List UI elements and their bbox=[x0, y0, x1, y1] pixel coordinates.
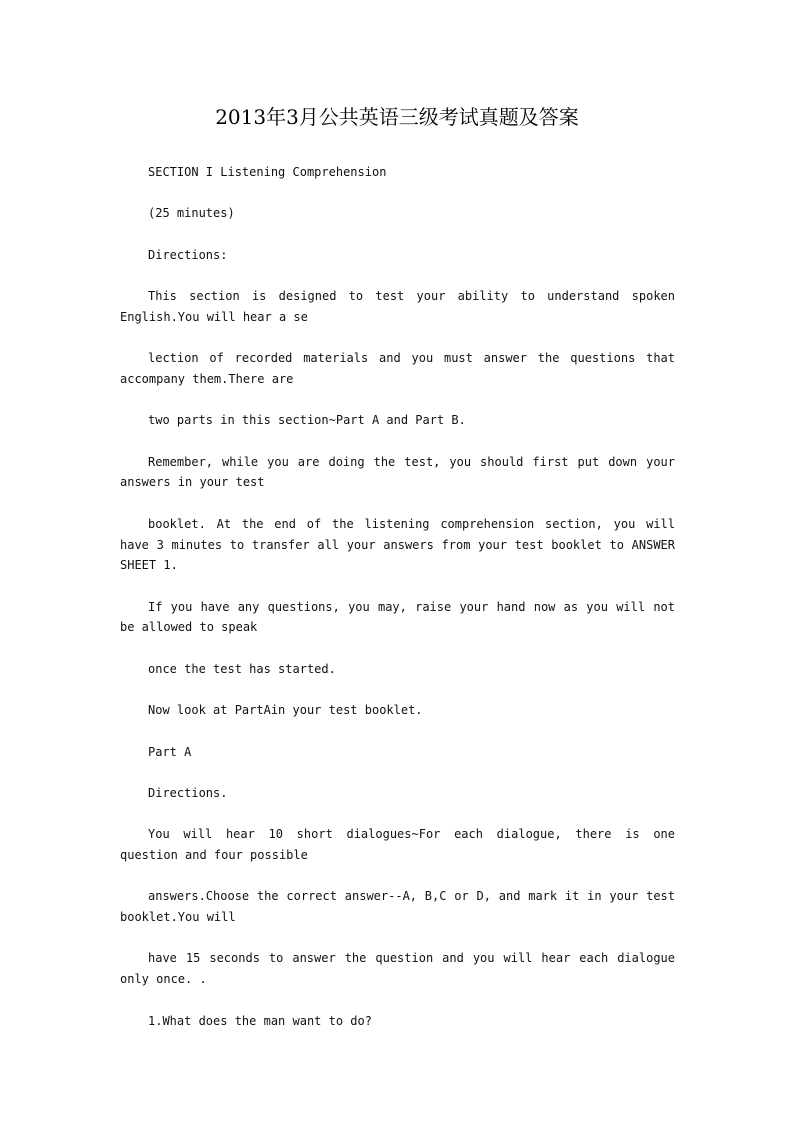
paragraph: If you have any questions, you may, raise your hand now as you will not be allowed to speak bbox=[120, 599, 675, 635]
time-limit: (25 minutes) bbox=[148, 206, 235, 221]
paragraph: Remember, while you are doing the test, you should first put down your answers in your test bbox=[120, 454, 675, 490]
directions-label: Directions: bbox=[148, 247, 228, 262]
directions-label: Directions. bbox=[148, 785, 228, 800]
paragraph: two parts in this section~Part A and Part B. bbox=[148, 413, 466, 428]
paragraph: once the test has started. bbox=[148, 661, 336, 676]
paragraph: answers.Choose the correct answer--A, B,C or D, and mark it in your test booklet.You will bbox=[120, 889, 675, 925]
document-body bbox=[120, 162, 675, 1052]
paragraph: Now look at PartAin your test booklet. bbox=[148, 703, 423, 718]
paragraph: have 15 seconds to answer the question and you will hear each dialogue only once. . bbox=[120, 951, 675, 987]
paragraph: You will hear 10 short dialogues~For each dialogue, there is one question and four possible bbox=[120, 827, 675, 862]
part-heading: Part A bbox=[148, 744, 192, 759]
document-title: 2013年3月公共英语三级考试真题及答案 bbox=[215, 105, 579, 129]
paragraph: This section is designed to test your ability to understand spoken English.You will hear a se bbox=[120, 289, 675, 324]
paragraph: booklet. At the end of the listening comprehension section, you will have 3 minutes to transfer all your answers from your test booklet to ANSWER SHEET 1. bbox=[120, 516, 675, 573]
paragraph: lection of recorded materials and you must answer the questions that accompany them.There are bbox=[120, 351, 675, 386]
question-item: 1.What does the man want to do? bbox=[148, 1013, 372, 1028]
section-heading: SECTION I Listening Comprehension bbox=[148, 165, 387, 179]
